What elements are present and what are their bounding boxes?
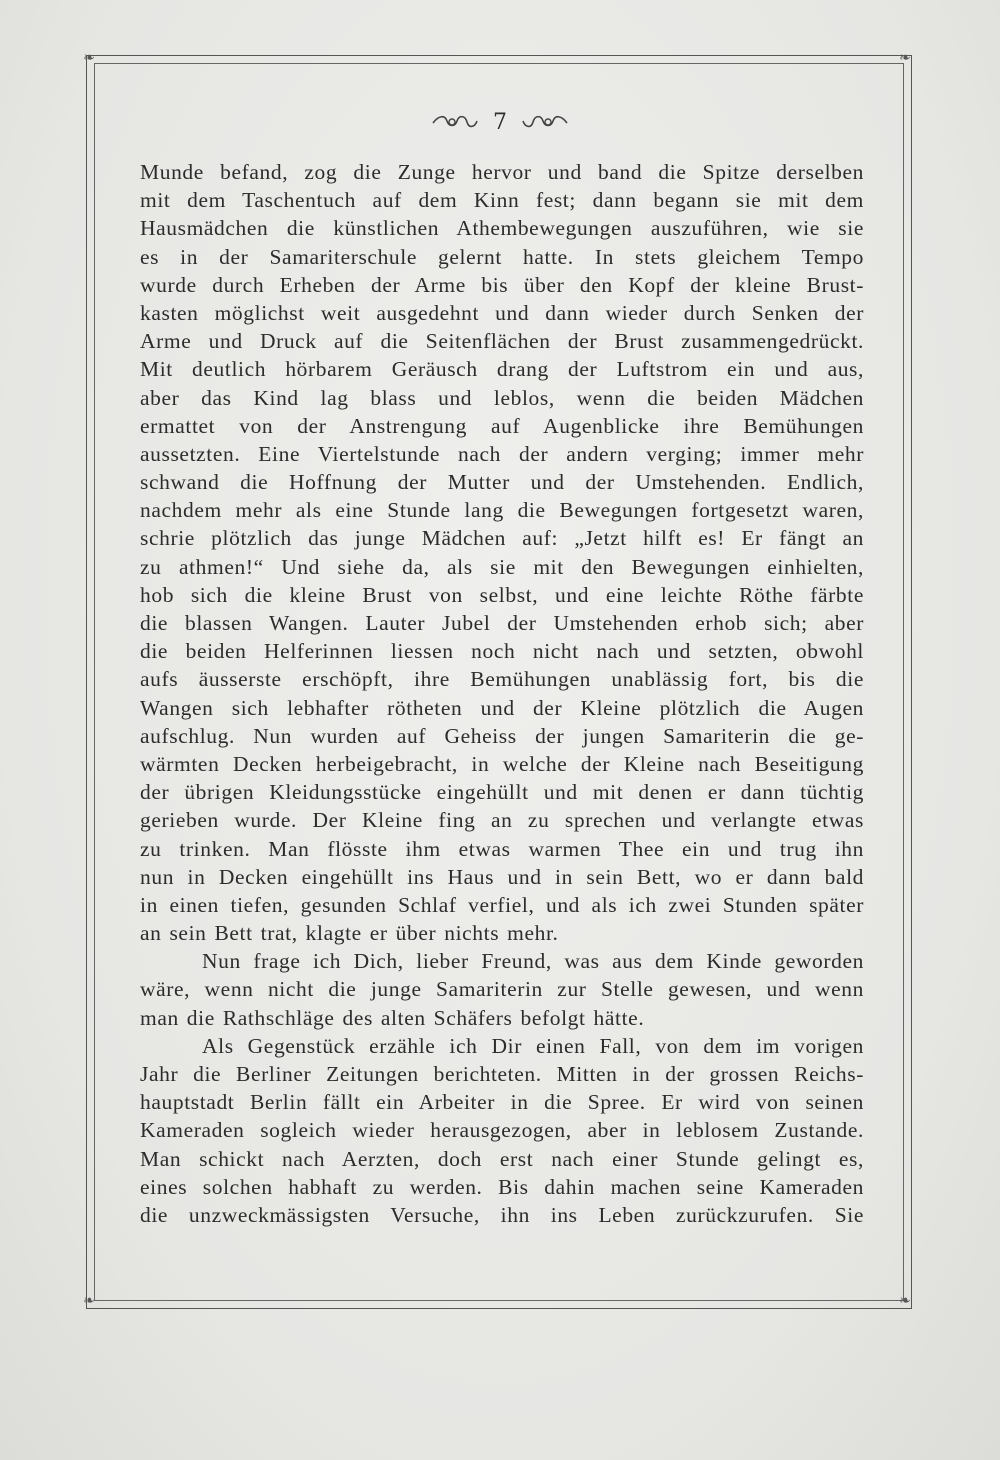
text-line: der übrigen Kleidungsstücke eingehüllt und mit denen er dann tüchtig bbox=[140, 780, 864, 805]
text-line: aufs äusserste erschöpft, ihre Bemühungen unablässig fort, bis die bbox=[140, 667, 864, 692]
text-line: Jahr die Berliner Zeitungen berichteten. Mitten in der grossen Reichs- bbox=[140, 1062, 864, 1086]
text-line: zu trinken. Man flösste ihm etwas warmen Thee ein und trug ihn bbox=[140, 836, 864, 861]
page-header bbox=[400, 104, 600, 140]
text-line: es in der Samariterschule gelernt hatte. In stets gleichem Tempo bbox=[140, 244, 864, 269]
text-line: gerieben wurde. Der Kleine fing an zu sprechen und verlangte etwas bbox=[140, 808, 864, 833]
text-line: die unzweckmässigsten Versuche, ihn ins Leben zurückzurufen. Sie bbox=[140, 1202, 864, 1227]
text-line: kasten möglichst weit ausgedehnt und dann wieder durch Senken der bbox=[140, 300, 864, 325]
text-line: in einen tiefen, gesunden Schlaf verfiel, und als ich zwei Stunden später bbox=[140, 892, 864, 917]
text-line: die blassen Wangen. Lauter Jubel der Umstehenden erhob sich; aber bbox=[140, 611, 864, 635]
text-line: zu athmen!“ Und siehe da, als sie mit den Bewegungen einhielten, bbox=[140, 554, 864, 579]
text-line: hauptstadt Berlin fällt ein Arbeiter in die Spree. Er wird von seinen bbox=[140, 1090, 864, 1115]
corner-ornament-icon: ❧ bbox=[83, 50, 95, 66]
text-line: mit dem Taschentuch auf dem Kinn fest; dann begann sie mit dem bbox=[140, 188, 864, 213]
text-line: schwand die Hoffnung der Mutter und der Umstehenden. Endlich, bbox=[140, 470, 864, 495]
page-number: 7 bbox=[493, 109, 507, 135]
text-line: nachdem mehr als eine Stunde lang die Bewegungen fortgesetzt waren, bbox=[140, 498, 864, 523]
page-body-text bbox=[140, 158, 864, 1229]
text-line: wärmten Decken herbeigebracht, in welche der Kleine nach Beseitigung bbox=[140, 751, 864, 776]
text-line: Arme und Druck auf die Seitenflächen der Brust zusammengedrückt. bbox=[140, 329, 864, 354]
scroll-flourish-icon bbox=[431, 111, 479, 133]
corner-ornament-icon: ❧ bbox=[83, 1293, 95, 1309]
corner-ornament-icon: ❧ bbox=[899, 1293, 911, 1309]
text-line: Als Gegenstück erzähle ich Dir einen Fall, von dem im vorigen bbox=[202, 1033, 864, 1058]
text-line: aussetzten. Eine Viertelstunde nach der andern verging; immer mehr bbox=[140, 441, 864, 466]
text-line: wurde durch Erheben der Arme bis über den Kopf der kleine Brust- bbox=[140, 272, 864, 297]
text-line: Nun frage ich Dich, lieber Freund, was aus dem Kinde geworden bbox=[202, 949, 864, 974]
text-line: Munde befand, zog die Zunge hervor und band die Spitze derselben bbox=[140, 160, 864, 184]
text-line: die beiden Helferinnen liessen noch nicht nach und setzten, obwohl bbox=[140, 639, 864, 664]
text-line: an sein Bett trat, klagte er über nichts mehr. bbox=[140, 921, 559, 946]
text-line: Hausmädchen die künstlichen Athembewegungen auszuführen, wie sie bbox=[140, 216, 864, 241]
scroll-flourish-icon bbox=[521, 111, 569, 133]
text-line: Wangen sich lebhafter rötheten und der Kleine plötzlich die Augen bbox=[140, 695, 864, 720]
text-line: hob sich die kleine Brust von selbst, und eine leichte Röthe färbte bbox=[140, 582, 864, 607]
text-line: ermattet von der Anstrengung auf Augenblicke ihre Bemühungen bbox=[140, 413, 864, 438]
text-line: eines solchen habhaft zu werden. Bis dahin machen seine Kameraden bbox=[140, 1174, 864, 1199]
text-line: schrie plötzlich das junge Mädchen auf: „Jetzt hilft es! Er fängt an bbox=[140, 526, 864, 551]
text-line: wäre, wenn nicht die junge Samariterin zur Stelle gewesen, und wenn bbox=[140, 977, 864, 1002]
text-line: aber das Kind lag blass und leblos, wenn die beiden Mädchen bbox=[140, 385, 864, 410]
text-line: man die Rathschläge des alten Schäfers befolgt hätte. bbox=[140, 1005, 645, 1030]
corner-ornament-icon: ❧ bbox=[899, 50, 911, 66]
text-line: nun in Decken eingehüllt ins Haus und in sein Bett, wo er dann bald bbox=[140, 864, 864, 889]
text-line: aufschlug. Nun wurden auf Geheiss der jungen Samariterin die ge- bbox=[140, 723, 864, 748]
text-line: Kameraden sogleich wieder herausgezogen, aber in leblosem Zustande. bbox=[140, 1118, 864, 1143]
text-line: Man schickt nach Aerzten, doch erst nach einer Stunde gelingt es, bbox=[140, 1146, 864, 1171]
text-line: Mit deutlich hörbarem Geräusch drang der Luftstrom ein und aus, bbox=[140, 357, 864, 382]
